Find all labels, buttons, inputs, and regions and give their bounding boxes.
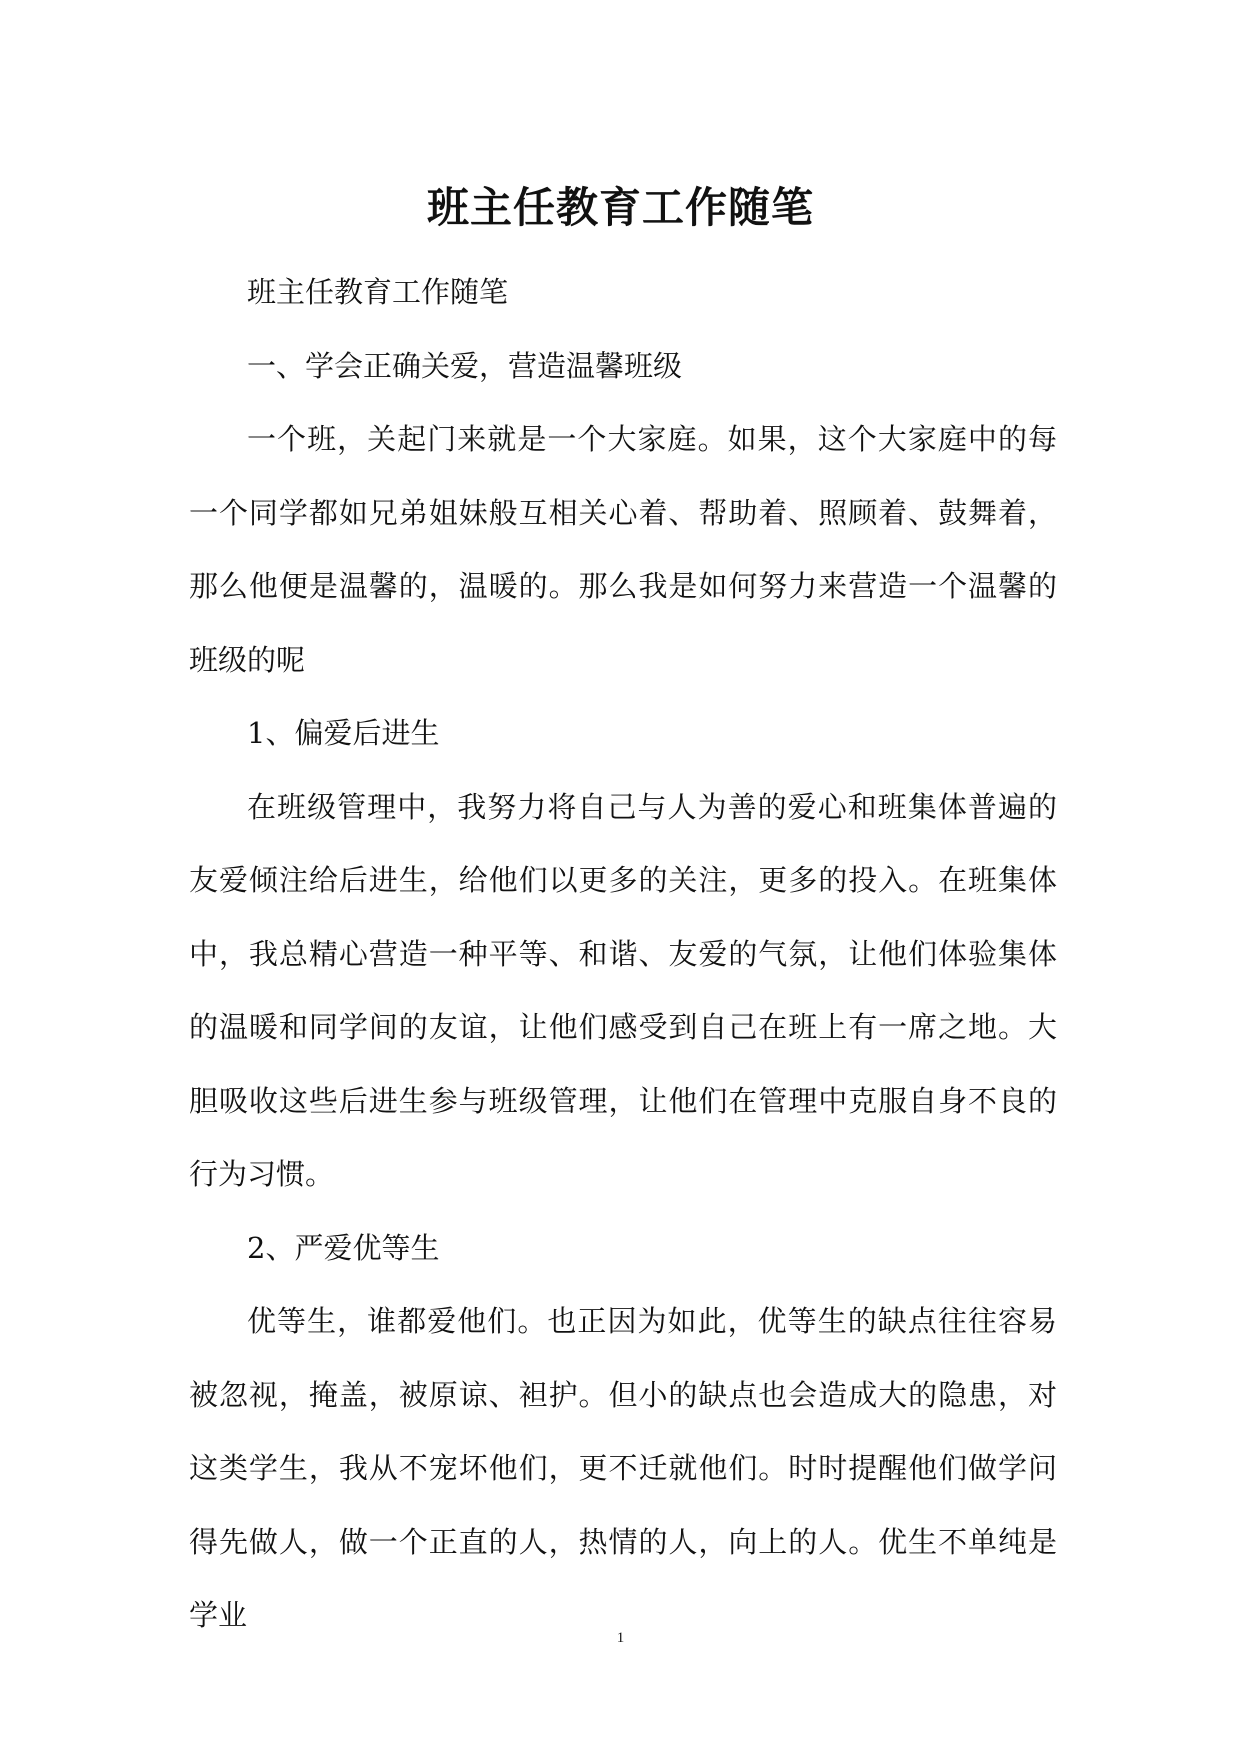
page-number: 1 xyxy=(616,1630,625,1646)
subsection-heading: 1、偏爱后进生 xyxy=(247,716,440,750)
section-heading: 一、学会正确关爱，营造温馨班级 xyxy=(247,348,683,383)
paragraph: 班主任教育工作随笔 xyxy=(247,275,509,309)
paragraph: 一个班，关起门来就是一个大家庭。如果，这个大家庭中的每一个同学都如兄弟姐妹般互相关心着、帮助着、照顾着、鼓舞着，那么他便是温馨的，温暖的。那么我是如何努力来营造一个温馨的班级的呢 xyxy=(189,422,1057,677)
document-title: 班主任教育工作随笔 xyxy=(426,183,814,233)
subsection-heading: 2、严爱优等生 xyxy=(247,1230,440,1265)
paragraph: 在班级管理中，我努力将自己与人为善的爱心和班集体普遍的友爱倾注给后进生，给他们以更多的关注，更多的投入。在班集体中，我总精心营造一种平等、和谐、友爱的气氛，让他们体验集体的温暖和同学间的友谊，让他们感受到自己在班上有一席之地。大胆吸收这些后进生参与班级管理，让他们在管理中克服自身不良的行为习惯。 xyxy=(189,789,1057,1191)
paragraph: 优等生，谁都爱他们。也正因为如此，优等生的缺点往往容易被忽视，掩盖，被原谅、袒护。但小的缺点也会造成大的隐患，对这类学生，我从不宠坏他们，更不迁就他们。时时提醒他们做学问得先做人，做一个正直的人，热情的人，向上的人。优生不单纯是学业 xyxy=(189,1304,1057,1632)
document-body xyxy=(189,256,1057,1653)
